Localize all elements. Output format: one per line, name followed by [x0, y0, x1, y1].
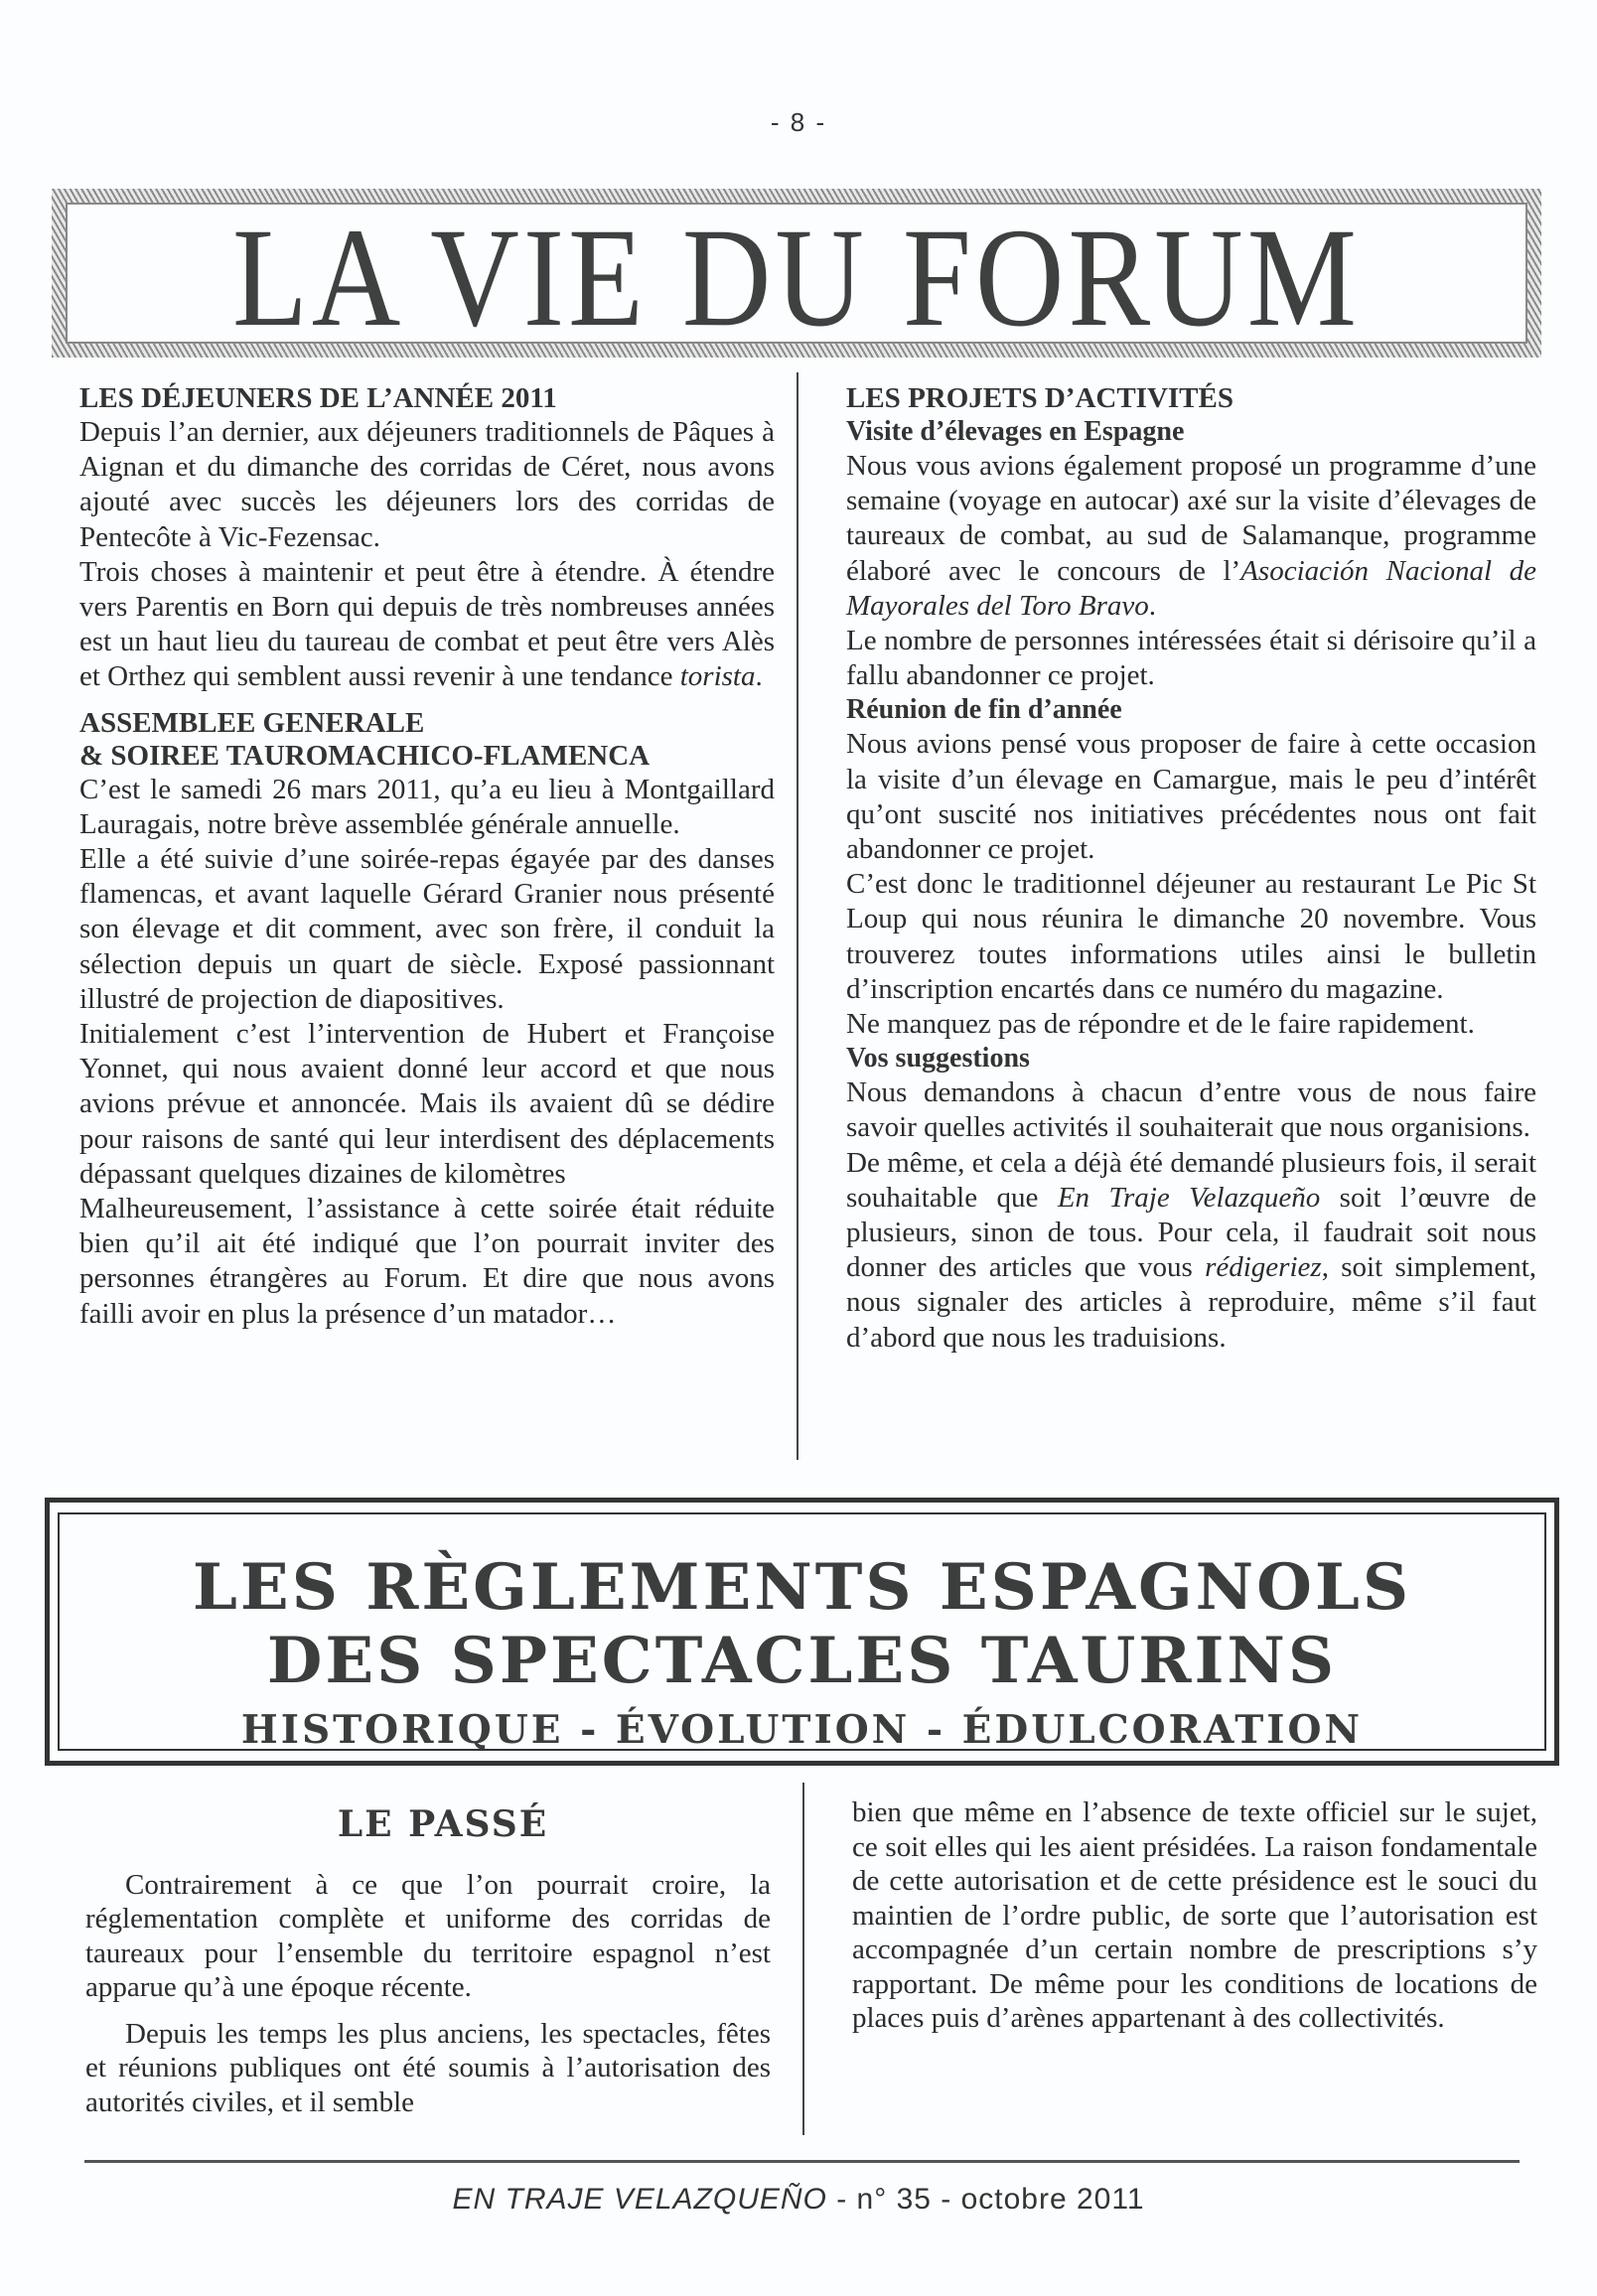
column-divider-2 [802, 1783, 804, 2135]
assemblee-paragraph-2: Elle a été suivie d’une soirée-repas égayée par des danses flamencas, et avant laquelle Gérard Granier nous présenté son élevage et dit comment, avec son frère, il conduit la sélection depuis un quart de siècle. Exposé passionnant illustré de projection de diapositives. [79, 843, 775, 1015]
assemblee-heading-1: ASSEMBLEE GENERALE [79, 706, 425, 739]
suggestions-p2-start: De même, et cela a déjà été demandé plusieurs fois, il serait souhaitable que [846, 1146, 1536, 1214]
suggestions-p2-end: , soit simplement, nous signaler des articles à reproduire, même s’il faut d’abord que nous les traduisions. [846, 1251, 1537, 1354]
reunion-subheading: Réunion de fin d’année [846, 694, 1122, 726]
torista-italic: torista [679, 660, 756, 693]
reunion-paragraph-2: C’est donc le traditionnel déjeuner au restaurant Le Pic St Loup qui nous réunira le dimanche 20 novembre. Vous trouverez toutes informations utiles ainsi le bulletin d’inscription encartés dans ce numéro du magazine. [846, 868, 1536, 1005]
suggestions-paragraph-1: Nous demandons à chacun d’entre vous de nous faire savoir quelles activités il souhaiterait que nous organisions. [846, 1076, 1536, 1144]
reunion-paragraph-1: Nous avions pensé vous proposer de faire à cette occasion la visite d’un élevage en Camargue, mais le peu d’intérêt qu’ont suscité nos initiatives précédentes nous ont fait abandonner ce projet. [846, 728, 1536, 866]
dejeuners-end-punct: . [755, 660, 763, 693]
reglements-title-line-2: DES SPECTACLES TAURINS [266, 1624, 1338, 1698]
footer-publication: EN TRAJE VELAZQUEÑO [452, 2183, 827, 2216]
dejeuners-heading: LES DÉJEUNERS DE L’ANNÉE 2011 [79, 382, 557, 414]
column-divider [797, 372, 798, 1460]
le-passe-heading: LE PASSÉ [337, 1803, 549, 1845]
dejeuners-paragraph-1: Depuis l’an dernier, aux déjeuners traditionnels de Pâques à Aignan et du dimanche des corridas de Céret, nous avons ajouté avec succès les déjeuners lors des corridas de Pentecôte à Vic-Fezensac. [79, 416, 775, 553]
assemblee-heading-2: & SOIREE TAUROMACHICO-FLAMENCA [79, 739, 651, 772]
passe-paragraph-1: Contrairement à ce que l’on pourrait croire, la réglementation complète et uniforme des corridas de taureaux pour l’ensemble du territoire espagnol n’est apparue qu’à une époque récente. [85, 1868, 771, 2003]
redigeriez-italic: rédigeriez [1205, 1251, 1322, 1284]
reglements-banner [45, 1498, 1559, 1766]
visite-subheading: Visite d’élevages en Espagne [846, 416, 1185, 447]
dejeuners-paragraph-2-text: Trois choses à maintenir et peut être à étendre. À étendre vers Parentis en Born qui depuis de très nombreuses années est un haut lieu du taureau de combat et peut être vers Alès et Orthez qui semblent aussi revenir à une tendance [79, 555, 775, 693]
asociacion-italic: Asociación Nacional de Mayorales del Toro Bravo [846, 554, 1536, 622]
assemblee-paragraph-3: Initialement c’est l’intervention de Hubert et Françoise Yonnet, qui nous avaient donné leur accord et que nous avions prévue et annoncée. Mais ils avaient dû se dédire pour raisons de santé qui leur interdisent des déplacements dépassant quelques dizaines de kilomètres [79, 1018, 775, 1190]
footer-issue: - n° 35 - octobre 2011 [826, 2183, 1145, 2216]
suggestions-p2-mid: soit l’œuvre de plusieurs, sinon de tous. Pour cela, il faudrait soit nous donner des articles que vous [846, 1181, 1536, 1284]
reglements-title-line-1: LES RÈGLEMENTS ESPAGNOLS [192, 1550, 1412, 1625]
forum-banner-title: LA VIE DU FORUM [232, 199, 1361, 357]
reglements-right-column [852, 1795, 1537, 2036]
suggestions-paragraph-2 [846, 1146, 1536, 1356]
assemblee-paragraph-1: C’est le samedi 26 mars 2011, qu’a eu lieu à Montgaillard Lauragais, notre brève assemblée générale annuelle. [79, 773, 775, 840]
visite-paragraph-1 [846, 449, 1536, 624]
footer-rule [84, 2160, 1520, 2163]
visite-p1-text: Nous vous avions également proposé un programme d’une semaine (voyage en autocar) axé sur la visite d’élevages de taureaux de combat, au sud de Salamanque, programme élaboré avec le concours de l’ [846, 450, 1536, 587]
forum-banner [52, 189, 1541, 358]
passe-paragraph-2: Depuis les temps les plus anciens, les spectacles, fêtes et réunions publiques ont été soumis à l’autorisation des autorités civiles, et il semble [85, 2017, 771, 2118]
assemblee-paragraph-4: Malheureusement, l’assistance à cette soirée était réduite bien qu’il ait été indiqué que l’on pourrait inviter des personnes étrangères au Forum. Et dire que nous avons failli avoir en plus la présence d’un matador… [79, 1193, 775, 1330]
reglements-left-column [85, 1803, 771, 2131]
suggestions-subheading: Vos suggestions [846, 1043, 1030, 1075]
page-number: - 8 - [770, 107, 827, 137]
visite-p1-end: . [1148, 589, 1157, 622]
reglements-subtitle: HISTORIQUE - ÉVOLUTION - ÉDULCORATION [240, 1707, 1364, 1753]
footer [0, 2183, 1597, 2217]
publication-italic: En Traje Velazqueño [1057, 1181, 1321, 1214]
visite-paragraph-2: Le nombre de personnes intéressées était si dérisoire qu’il a fallu abandonner ce projet. [846, 625, 1536, 692]
dejeuners-paragraph-2 [79, 555, 775, 695]
reunion-paragraph-3: Ne manquez pas de répondre et de le faire rapidement. [846, 1008, 1475, 1041]
forum-right-column [846, 382, 1536, 1356]
forum-left-column [79, 382, 775, 1332]
passe-paragraph-3: bien que même en l’absence de texte officiel sur le sujet, ce soit elles qui les aient présidées. La raison fondamentale de cette autorisation et de cette présidence est le souci du maintien de l’ordre public, de sorte que l’autorisation est accompagnée d’un certain nombre de prescriptions s’y rapportant. De même pour les conditions de locations de places puis d’arènes appartenant à des collectivités. [852, 1796, 1537, 2034]
projets-heading: LES PROJETS D’ACTIVITÉS [846, 382, 1234, 414]
